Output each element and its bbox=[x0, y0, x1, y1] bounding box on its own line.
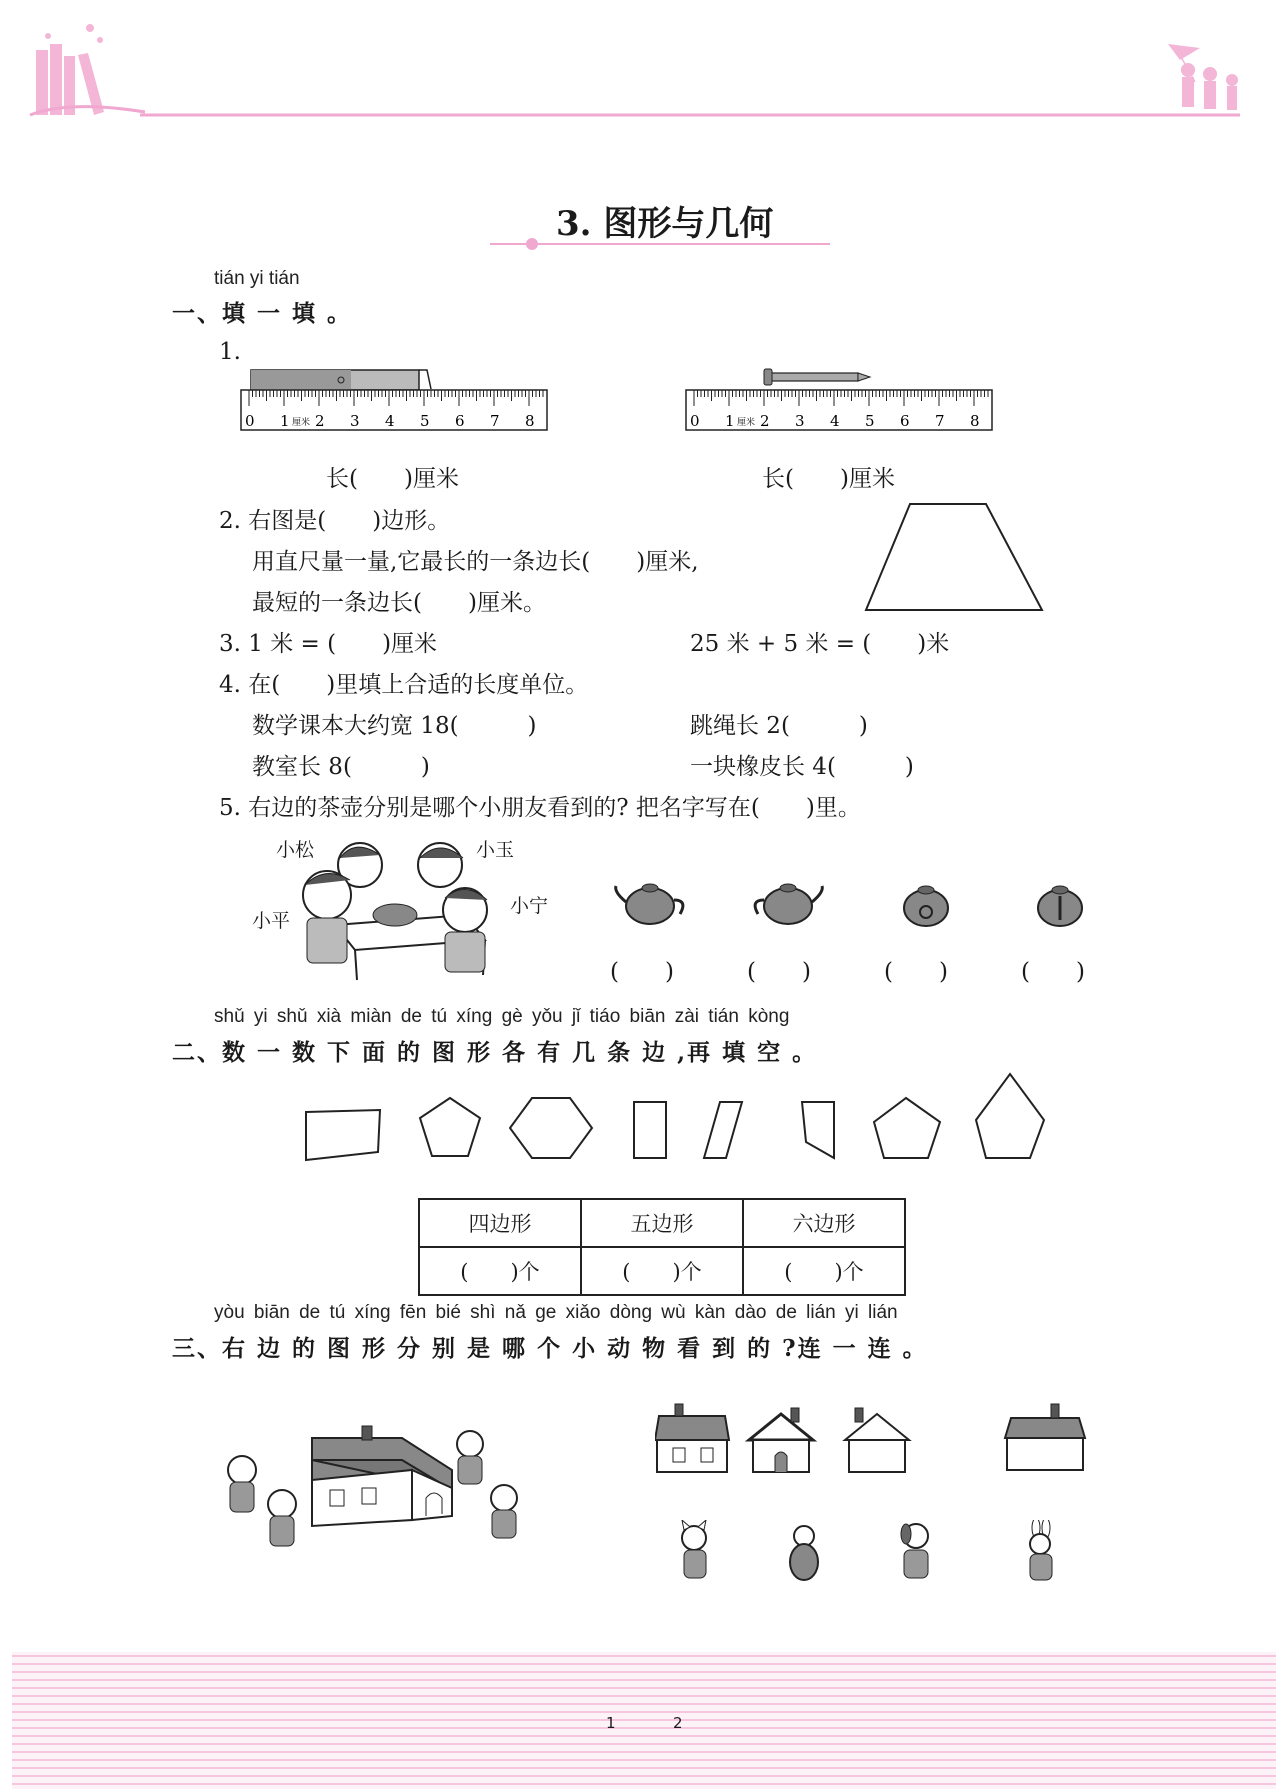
teapot-back-icon bbox=[1030, 872, 1090, 932]
ruler-tick-label: 7 bbox=[490, 412, 500, 430]
section1-heading: 一、填 一 填 。 bbox=[172, 300, 353, 327]
table-header-pentagon: 五边形 bbox=[581, 1199, 743, 1247]
trapezoid-figure bbox=[862, 500, 1046, 614]
section1-pinyin: tián yi tián bbox=[214, 268, 300, 289]
house-view-side-plain-icon bbox=[845, 1408, 909, 1472]
q4-a: 数学课本大约宽 18( ) bbox=[252, 713, 537, 739]
teapot-side-right-icon bbox=[748, 872, 828, 932]
books-logo-icon bbox=[30, 24, 145, 115]
section3-pinyin: yòu biān de tú xíng fēn bié shì nǎ ge xiǎo dòng wù kàn dào de lián yi lián bbox=[214, 1302, 898, 1323]
dog-icon bbox=[901, 1524, 928, 1578]
ruler-tick-label: 1 bbox=[280, 412, 290, 430]
section3-heading: 三、右 边 的 图 形 分 别 是 哪 个 小 动 物 看 到 的 ?连 一 连 。 bbox=[172, 1335, 928, 1362]
kids-table-illustration bbox=[295, 840, 505, 985]
ruler-tick-label: 8 bbox=[525, 412, 535, 430]
shape-quadrilateral-2 bbox=[802, 1102, 834, 1158]
shape-rectangle-1 bbox=[634, 1102, 666, 1158]
q2-line2: 用直尺量一量,它最长的一条边长( )厘米, bbox=[252, 549, 699, 575]
name-xiaosong: 小松 bbox=[276, 839, 315, 861]
ruler-1 bbox=[241, 390, 547, 430]
ruler-tick-label: 5 bbox=[420, 412, 430, 430]
shape-hexagon-1 bbox=[510, 1098, 592, 1158]
ruler-tick-label: 0 bbox=[245, 412, 255, 430]
shape-quadrilateral-1 bbox=[306, 1110, 380, 1160]
footer-stripes bbox=[12, 1652, 1276, 1789]
header-ornament-svg bbox=[0, 0, 1287, 140]
ruler-tick-label: 2 bbox=[760, 412, 770, 430]
house-view-front-icon bbox=[655, 1404, 729, 1472]
teapot-blank-4[interactable]: ( ) bbox=[1021, 959, 1085, 985]
q3-right: 25 米 + 5 米 = ( )米 bbox=[690, 631, 950, 657]
ruler-tick-label: 6 bbox=[900, 412, 910, 430]
ruler-tick-label: 7 bbox=[935, 412, 945, 430]
ruler-unit-label: 厘米 bbox=[292, 418, 311, 428]
ruler-2 bbox=[686, 390, 992, 430]
table-cell-quadrilateral[interactable]: ( )个 bbox=[419, 1247, 581, 1295]
section2-pinyin: shǔ yi shǔ xià miàn de tú xíng gè yǒu jǐ tiáo biān zài tián kòng bbox=[214, 1006, 790, 1027]
name-xiaoping: 小平 bbox=[252, 910, 291, 932]
page-title: 3. 图形与几何 bbox=[556, 204, 774, 244]
ruler-tick-label: 8 bbox=[970, 412, 980, 430]
q5-line: 5. 右边的茶壶分别是哪个小朋友看到的? 把名字写在( )里。 bbox=[219, 795, 861, 821]
house-view-side-door-icon bbox=[749, 1408, 813, 1472]
teapot-side-left-icon bbox=[610, 872, 690, 932]
ruler-tick-label: 6 bbox=[455, 412, 465, 430]
teapot-front-icon bbox=[896, 872, 956, 932]
ruler-tick-label: 3 bbox=[350, 412, 360, 430]
ruler-tick-label: 3 bbox=[795, 412, 805, 430]
q4-d: 一块橡皮长 4( ) bbox=[690, 754, 914, 780]
q4-b: 跳绳长 2( ) bbox=[690, 713, 868, 739]
name-xiaoyu: 小玉 bbox=[476, 839, 515, 861]
ruler-tick-label: 1 bbox=[725, 412, 735, 430]
shape-pentagon-2 bbox=[874, 1098, 940, 1158]
q3-left: 3. 1 米 = ( )厘米 bbox=[219, 631, 438, 657]
cat-icon bbox=[682, 1520, 706, 1578]
turtle-icon bbox=[790, 1526, 818, 1580]
section2-heading: 二、数 一 数 下 面 的 图 形 各 有 几 条 边 ,再 填 空 。 bbox=[172, 1039, 818, 1066]
animals-row bbox=[670, 1520, 1070, 1590]
q1-number: 1. bbox=[219, 339, 241, 365]
q2-line3: 最短的一条边长( )厘米。 bbox=[252, 590, 546, 616]
ruler-unit-label: 厘米 bbox=[737, 418, 756, 428]
name-xiaoning: 小宁 bbox=[510, 895, 549, 917]
kids-kite-icon bbox=[1168, 44, 1238, 110]
teapot-blank-2[interactable]: ( ) bbox=[747, 959, 811, 985]
q1-answer-right: 长( )厘米 bbox=[762, 466, 895, 492]
house-views-row bbox=[655, 1400, 1095, 1480]
page-number-right: 2 bbox=[673, 1714, 683, 1732]
q1-answer-left: 长( )厘米 bbox=[326, 466, 459, 492]
ruler-tick-label: 4 bbox=[385, 412, 395, 430]
house-view-back-icon bbox=[1005, 1404, 1085, 1470]
teapot-blank-3[interactable]: ( ) bbox=[884, 959, 948, 985]
page-number-left: 1 bbox=[606, 1714, 616, 1732]
rabbit-icon bbox=[1030, 1520, 1052, 1580]
house-animals-scene bbox=[212, 1420, 532, 1560]
title-underline bbox=[490, 238, 830, 250]
ruler-tick-label: 4 bbox=[830, 412, 840, 430]
table-header-hexagon: 六边形 bbox=[743, 1199, 905, 1247]
header-decoration bbox=[0, 0, 1287, 140]
ruler-tick-label: 5 bbox=[865, 412, 875, 430]
q4-c: 教室长 8( ) bbox=[252, 754, 430, 780]
polygon-shapes-row bbox=[300, 1070, 1060, 1165]
shape-parallelogram-1 bbox=[704, 1102, 742, 1158]
q4-line1: 4. 在( )里填上合适的长度单位。 bbox=[219, 672, 589, 698]
table-cell-hexagon[interactable]: ( )个 bbox=[743, 1247, 905, 1295]
shape-pentagon-3 bbox=[976, 1074, 1044, 1158]
q2-line1: 2. 右图是( )边形。 bbox=[219, 508, 451, 534]
table-cell-pentagon[interactable]: ( )个 bbox=[581, 1247, 743, 1295]
teapot-blank-1[interactable]: ( ) bbox=[610, 959, 674, 985]
table-header-quadrilateral: 四边形 bbox=[419, 1199, 581, 1247]
edge-count-table bbox=[418, 1198, 906, 1296]
ruler-tick-label: 2 bbox=[315, 412, 325, 430]
shape-pentagon-1 bbox=[420, 1098, 480, 1156]
ruler-tick-label: 0 bbox=[690, 412, 700, 430]
